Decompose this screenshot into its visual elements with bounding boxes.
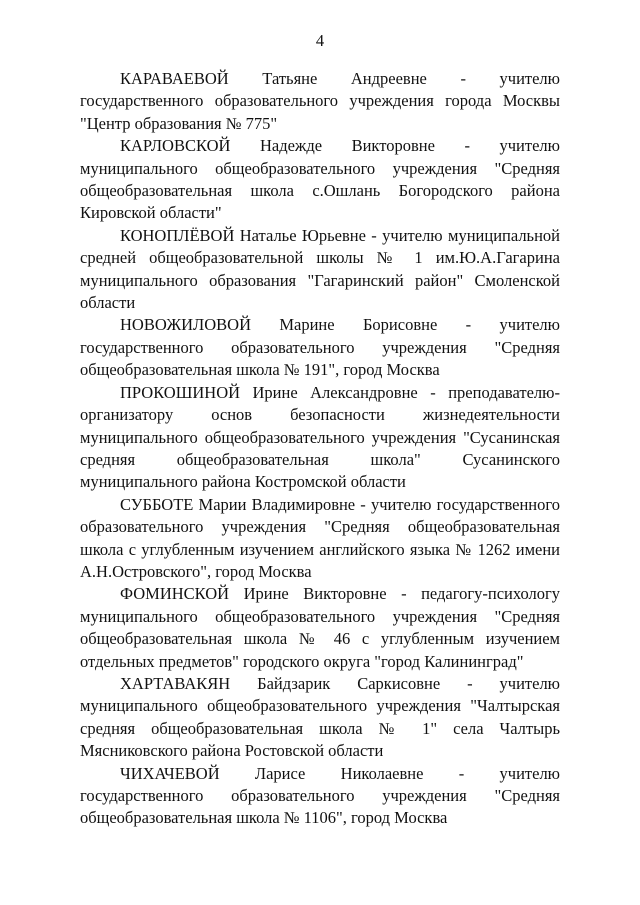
list-item: СУББОТЕ Марии Владимировне - учителю государственного образовательного учреждения "Средняя общеобразовательная школа с углубленным изучением английского языка № 1262 имени А.Н.Островского", город Москва [80, 494, 560, 581]
list-item: НОВОЖИЛОВОЙ Марине Борисовне - учителю государственного образовательного учреждения "Средняя общеобразовательная школа № 191", город Москва [80, 315, 560, 380]
list-item: КАРЛОВСКОЙ Надежде Викторовне - учителю муниципального общеобразовательного учреждения "Средняя общеобразовательная школа с.Ошлань Богородского района Кировской области" [80, 136, 560, 223]
list-item: КАРАВАЕВОЙ Татьяне Андреевне - учителю государственного образовательного учреждения города Москвы "Центр образования № 775" [80, 69, 560, 133]
award-list [80, 68, 560, 830]
list-item: ФОМИНСКОЙ Ирине Викторовне - педагогу-психологу муниципального общеобразовательного учреждения "Средняя общеобразовательная школа № 46 с углубленным изучением отдельных предметов" городского округа "город Калининград" [80, 584, 560, 671]
page-number: 4 [315, 31, 325, 50]
list-item: ЧИХАЧЕВОЙ Ларисе Николаевне - учителю государственного образовательного учреждения "Средняя общеобразовательная школа № 1106", город Москва [80, 763, 560, 828]
list-item: ПРОКОШИНОЙ Ирине Александровне - преподавателю-организатору основ безопасности жизнедеятельности муниципального общеобразовательного учреждения "Сусанинская средняя общеобразовательная школа" Сусанинского муниципального района Костромской области [80, 382, 560, 492]
list-item: КОНОПЛЁВОЙ Наталье Юрьевне - учителю муниципальной средней общеобразовательной школы № 1 им.Ю.А.Гагарина муниципального образования "Гагаринский район" Смоленской области [80, 225, 560, 313]
list-item: ХАРТАВАКЯН Байдзарик Саркисовне - учителю муниципального общеобразовательного учреждения "Чалтырская средняя общеобразовательная школа № 1" села Чалтырь Мясниковского района Ростовской области [80, 673, 560, 761]
